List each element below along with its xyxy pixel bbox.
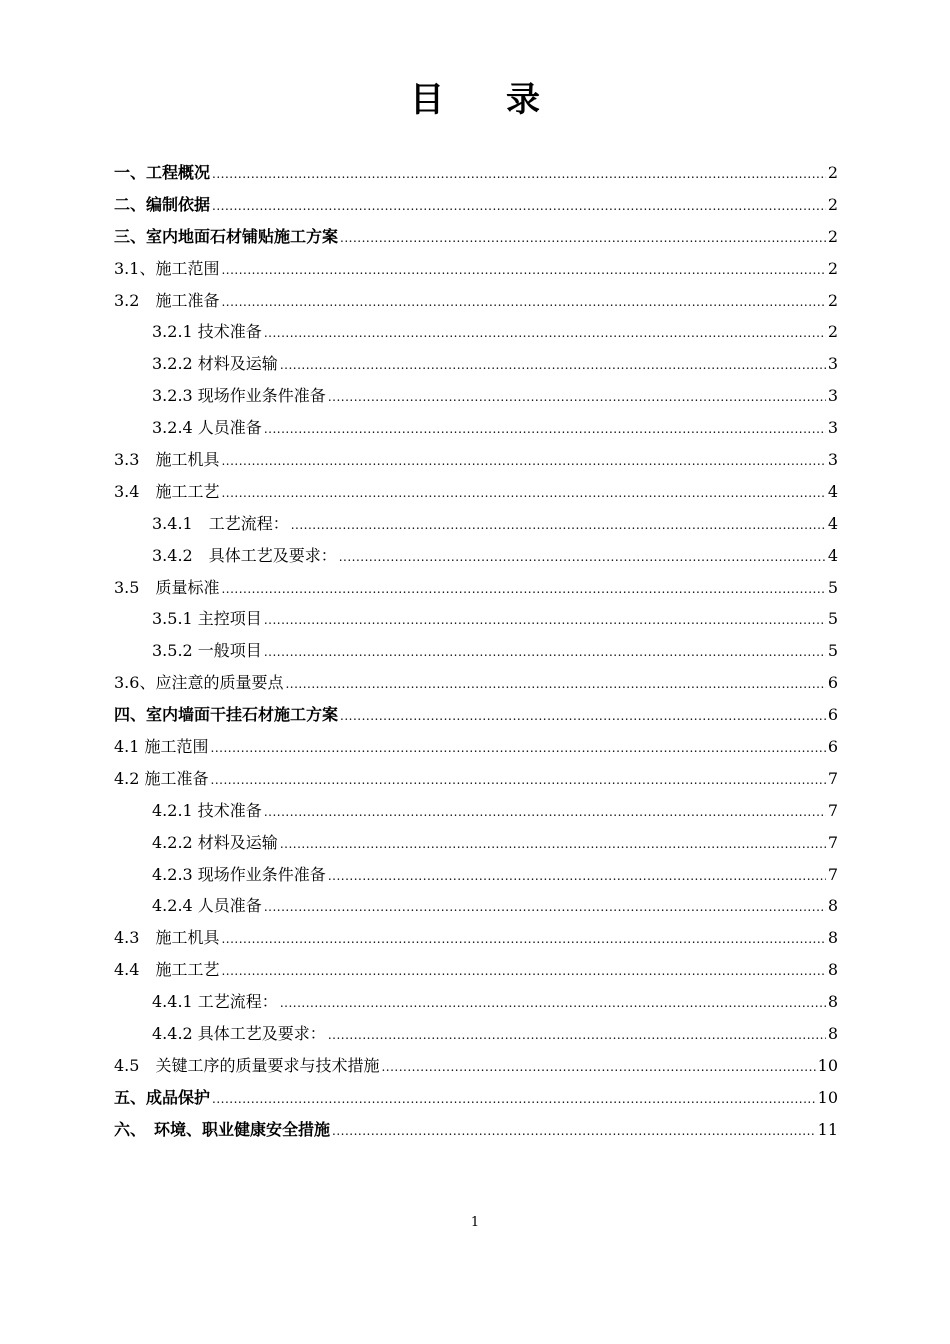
toc-entry[interactable] [114, 922, 838, 954]
toc-dot-leader [328, 382, 826, 414]
toc-entry[interactable] [114, 795, 838, 827]
toc-dot-leader [212, 159, 826, 191]
toc-entry-page: 11 [817, 1119, 838, 1139]
toc-entry-page: 10 [817, 1055, 838, 1075]
toc-entry[interactable] [114, 157, 838, 189]
toc-entry-title: 三、室内地面石材铺贴施工方案 [114, 226, 339, 246]
toc-dot-leader [264, 605, 826, 637]
toc-dot-leader [212, 1084, 816, 1116]
toc-entry-title: 4.2.2 材料及运输 [152, 832, 278, 852]
toc-dot-leader [221, 956, 825, 988]
toc-entry[interactable] [114, 253, 838, 285]
toc-entry[interactable] [114, 380, 838, 412]
toc-entry-page: 7 [827, 832, 838, 852]
toc-dot-leader [280, 829, 826, 861]
toc-entry-page: 5 [827, 641, 838, 661]
toc-entry-page: 3 [827, 450, 838, 470]
toc-dot-leader [264, 797, 826, 829]
toc-entry-title: 3.6、应注意的质量要点 [114, 673, 284, 693]
toc-dot-leader [280, 350, 826, 382]
toc-entry-page: 4 [827, 481, 838, 501]
toc-entry[interactable] [114, 1018, 838, 1050]
toc-entry[interactable] [114, 189, 838, 221]
toc-entry-page: 8 [827, 992, 838, 1012]
toc-entry-title: 3.2.1 技术准备 [152, 322, 262, 342]
toc-entry[interactable] [114, 859, 838, 891]
page-title [0, 72, 950, 121]
toc-entry-title: 4.2.4 人员准备 [152, 896, 262, 916]
toc-entry[interactable] [114, 699, 838, 731]
toc-entry[interactable] [114, 1114, 838, 1146]
toc-entry-page: 3 [827, 354, 838, 374]
toc-entry-title: 4.4.1 工艺流程： [152, 992, 278, 1012]
toc-entry-page: 6 [827, 673, 838, 693]
toc-entry-title: 3.2.4 人员准备 [152, 418, 262, 438]
toc-dot-leader [221, 255, 825, 287]
toc-dot-leader [264, 318, 826, 350]
toc-entry-page: 2 [827, 226, 838, 246]
toc-entry-page: 3 [827, 386, 838, 406]
toc-dot-leader [328, 1020, 826, 1052]
toc-entry-page: 2 [827, 322, 838, 342]
toc-dot-leader [280, 988, 826, 1020]
toc-entry[interactable] [114, 476, 838, 508]
toc-entry-page: 5 [827, 577, 838, 597]
toc-dot-leader [221, 287, 825, 319]
toc-entry[interactable] [114, 667, 838, 699]
toc-entry-page: 8 [827, 928, 838, 948]
toc-dot-leader [221, 924, 825, 956]
toc-dot-leader [221, 446, 825, 478]
toc-dot-leader [381, 1052, 815, 1084]
toc-dot-leader [264, 414, 826, 446]
title-char-1: 目 [410, 80, 444, 120]
toc-entry[interactable] [114, 444, 838, 476]
toc-entry-page: 6 [827, 737, 838, 757]
toc-entry-title: 四、室内墙面干挂石材施工方案 [114, 705, 339, 725]
table-of-contents [114, 157, 838, 1146]
toc-entry[interactable] [114, 221, 838, 253]
toc-dot-leader [211, 765, 826, 797]
toc-entry[interactable] [114, 954, 838, 986]
toc-entry-page: 8 [827, 896, 838, 916]
page-number: 1 [470, 1215, 480, 1230]
toc-dot-leader [221, 574, 825, 606]
toc-entry-title: 3.2 施工准备 [114, 290, 220, 310]
toc-entry[interactable] [114, 348, 838, 380]
toc-entry-page: 2 [827, 290, 838, 310]
toc-dot-leader [211, 733, 826, 765]
toc-entry-title: 4.4.2 具体工艺及要求： [152, 1024, 326, 1044]
toc-entry-title: 3.4.2 具体工艺及要求： [152, 545, 337, 565]
toc-entry-page: 2 [827, 163, 838, 182]
toc-entry-page: 8 [827, 960, 838, 980]
toc-entry-page: 3 [827, 418, 838, 438]
toc-dot-leader [340, 223, 826, 255]
toc-entry[interactable] [114, 827, 838, 859]
toc-dot-leader [285, 669, 825, 701]
toc-dot-leader [264, 637, 826, 669]
toc-dot-leader [264, 892, 826, 924]
toc-entry-title: 3.2.2 材料及运输 [152, 354, 278, 374]
toc-entry[interactable] [114, 508, 838, 540]
toc-entry-page: 4 [827, 545, 838, 565]
toc-entry-page: 7 [827, 768, 838, 788]
toc-entry-title: 3.1、施工范围 [114, 258, 220, 278]
toc-entry-page: 6 [827, 705, 838, 725]
toc-entry-title: 4.2 施工准备 [114, 768, 209, 788]
toc-entry[interactable] [114, 1050, 838, 1082]
toc-entry-title: 3.5 质量标准 [114, 577, 220, 597]
toc-entry-title: 3.3 施工机具 [114, 450, 220, 470]
toc-entry-title: 六、 环境、职业健康安全措施 [114, 1119, 331, 1139]
toc-entry-title: 3.5.1 主控项目 [152, 609, 262, 629]
toc-entry-page: 5 [827, 609, 838, 629]
toc-entry[interactable] [114, 635, 838, 667]
toc-entry[interactable] [114, 316, 838, 348]
toc-entry[interactable] [114, 890, 838, 922]
toc-entry-title: 3.2.3 现场作业条件准备 [152, 386, 326, 406]
toc-entry-title: 4.1 施工范围 [114, 737, 209, 757]
toc-entry-title: 3.4.1 工艺流程： [152, 513, 289, 533]
toc-entry[interactable] [114, 572, 838, 604]
toc-entry-title: 4.2.1 技术准备 [152, 800, 262, 820]
toc-entry[interactable] [114, 540, 838, 572]
toc-entry-title: 4.2.3 现场作业条件准备 [152, 864, 326, 884]
toc-entry-title: 4.3 施工机具 [114, 928, 220, 948]
toc-entry[interactable] [114, 763, 838, 795]
toc-dot-leader [340, 701, 826, 733]
toc-entry-title: 4.4 施工工艺 [114, 960, 220, 980]
toc-entry-title: 二、编制依据 [114, 194, 211, 214]
toc-entry-page: 2 [827, 194, 838, 214]
toc-entry-title: 一、工程概况 [114, 163, 211, 182]
toc-entry[interactable] [114, 285, 838, 317]
toc-dot-leader [221, 478, 825, 510]
toc-entry-page: 2 [827, 258, 838, 278]
toc-entry-title: 五、成品保护 [114, 1087, 211, 1107]
toc-entry-title: 4.5 关键工序的质量要求与技术措施 [114, 1055, 380, 1075]
toc-dot-leader [339, 542, 826, 574]
title-char-2: 录 [506, 80, 540, 120]
toc-entry[interactable] [114, 731, 838, 763]
toc-entry[interactable] [114, 412, 838, 444]
toc-dot-leader [332, 1116, 816, 1148]
toc-entry-page: 7 [827, 864, 838, 884]
toc-entry[interactable] [114, 1082, 838, 1114]
toc-dot-leader [328, 861, 826, 893]
toc-dot-leader [212, 191, 826, 223]
toc-entry-page: 7 [827, 800, 838, 820]
toc-entry-page: 4 [827, 513, 838, 533]
toc-entry-title: 3.4 施工工艺 [114, 481, 220, 501]
toc-entry[interactable] [114, 986, 838, 1018]
toc-dot-leader [291, 510, 826, 542]
toc-entry-title: 3.5.2 一般项目 [152, 641, 262, 661]
toc-entry-page: 8 [827, 1024, 838, 1044]
toc-entry[interactable] [114, 603, 838, 635]
toc-entry-page: 10 [817, 1087, 838, 1107]
